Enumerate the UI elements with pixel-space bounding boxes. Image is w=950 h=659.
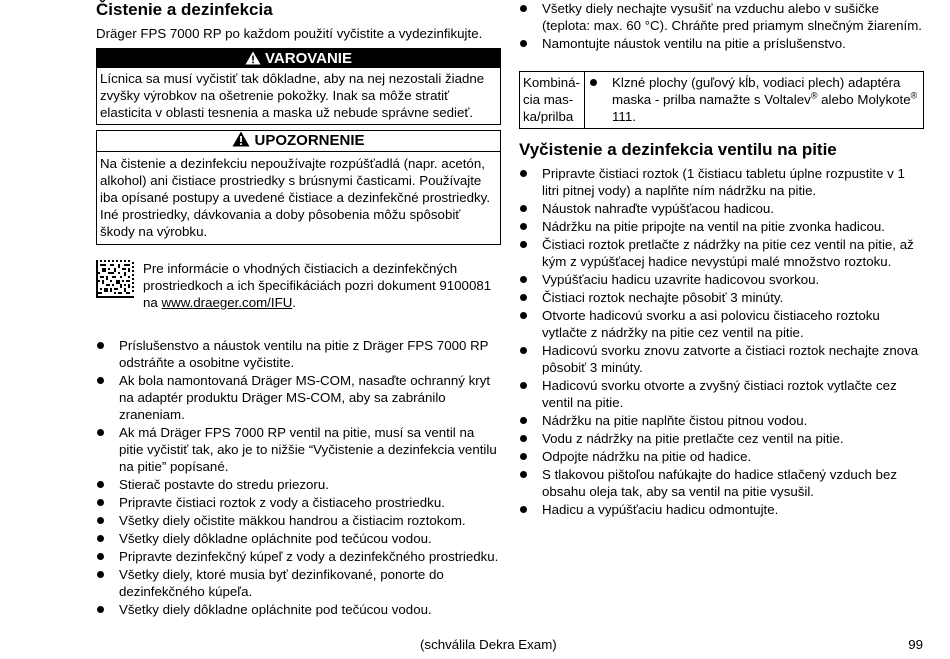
list-item: S tlakovou pištoľou nafúkajte do hadice stlačený vzduch bez obsahu oleja tak, aby sa ventil na pitie vysušil. bbox=[519, 466, 925, 500]
bullet-icon bbox=[520, 435, 527, 442]
bullet-icon bbox=[520, 276, 527, 283]
left-column bbox=[96, 0, 501, 619]
list-item: Hadicu a vypúšťaciu hadicu odmontujte. bbox=[519, 501, 925, 518]
combination-table bbox=[519, 71, 924, 129]
list-item: Všetky diely nechajte vysušiť na vzduchu alebo v sušičke (teplota: max. 60 °C). Chráňte pred priamym slnečným žiarením. bbox=[519, 0, 925, 34]
footer-approval: (schválila Dekra Exam) bbox=[420, 637, 557, 652]
bullet-icon bbox=[97, 606, 104, 613]
list-item: Odpojte nádržku na pitie od hadice. bbox=[519, 448, 925, 465]
warning-header bbox=[97, 49, 500, 68]
list-item: Namontujte náustok ventilu na pitie a príslušenstvo. bbox=[519, 35, 925, 52]
bullet-icon bbox=[97, 571, 104, 578]
section-heading: Čistenie a dezinfekcia bbox=[96, 0, 273, 19]
bullet-icon bbox=[520, 241, 527, 248]
caution-header bbox=[97, 131, 500, 152]
list-item: Príslušenstvo a náustok ventilu na pitie z Dräger FPS 7000 RP odstráňte a osobitne vyčistite. bbox=[96, 337, 501, 371]
info-text: Pre informácie o vhodných čistiacich a dezinfekčných prostriedkoch a ich špecifikáciách pozri dokument 9100081 na www.draeger.com/IFU. bbox=[143, 261, 492, 310]
bullet-icon bbox=[520, 506, 527, 513]
datamatrix-code-icon bbox=[96, 260, 134, 298]
bullet-icon bbox=[97, 342, 104, 349]
bullet-icon bbox=[97, 429, 104, 436]
bullet-icon bbox=[520, 205, 527, 212]
list-item: Stierač postavte do stredu priezoru. bbox=[96, 476, 501, 493]
caution-box bbox=[96, 130, 501, 245]
bullet-icon bbox=[520, 471, 527, 478]
bullet-icon bbox=[520, 312, 527, 319]
bullet-icon bbox=[97, 517, 104, 524]
bullet-icon bbox=[97, 535, 104, 542]
info-note bbox=[96, 260, 501, 311]
bullet-icon bbox=[520, 382, 527, 389]
list-item: Pripravte dezinfekčný kúpeľ z vody a dezinfekčného prostriedku. bbox=[96, 548, 501, 565]
bullet-icon bbox=[97, 481, 104, 488]
drying-steps-list bbox=[519, 0, 925, 52]
list-item: Pripravte čistiaci roztok (1 čistiacu tabletu úplne rozpustite v 1 litri pitnej vody) a naplňte ním nádržku na pitie. bbox=[519, 165, 925, 199]
bullet-icon bbox=[97, 377, 104, 384]
section-heading-drinking-valve: Vyčistenie a dezinfekcia ventilu na pitie bbox=[519, 140, 837, 159]
bullet-icon bbox=[97, 499, 104, 506]
page-number: 99 bbox=[908, 637, 923, 652]
bullet-icon bbox=[520, 170, 527, 177]
intro-text: Dräger FPS 7000 RP po každom použití vyčistite a vydezinfikujte. bbox=[96, 26, 483, 41]
warning-title: VAROVANIE bbox=[265, 50, 352, 67]
list-item: Nádržku na pitie naplňte čistou pitnou vodou. bbox=[519, 412, 925, 429]
bullet-icon bbox=[520, 417, 527, 424]
caution-title: UPOZORNENIE bbox=[254, 132, 365, 149]
warning-triangle-icon bbox=[245, 51, 261, 65]
list-item: Náustok nahraďte vypúšťacou hadicou. bbox=[519, 200, 925, 217]
list-item: Vypúšťaciu hadicu uzavrite hadicovou svorkou. bbox=[519, 271, 925, 288]
list-item: Všetky diely očistite mäkkou handrou a čistiacim roztokom. bbox=[96, 512, 501, 529]
list-item: Všetky diely, ktoré musia byť dezinfikované, ponorte do dezinfekčného kúpeľa. bbox=[96, 566, 501, 600]
bullet-icon bbox=[520, 40, 527, 47]
list-item: Ak má Dräger FPS 7000 RP ventil na pitie, musí sa ventil na pitie vyčistiť tak, ako je to nižšie “Vyčistenie a dezinfekcia ventilu na pitie” popísané. bbox=[96, 424, 501, 475]
combination-label: Kombiná-cia mas-ka/prilba bbox=[520, 72, 585, 129]
list-item: Hadicovú svorku otvorte a zvyšný čistiaci roztok vytlačte cez ventil na pitie. bbox=[519, 377, 925, 411]
warning-box bbox=[96, 48, 501, 125]
bullet-icon bbox=[520, 223, 527, 230]
list-item: Všetky diely dôkladne opláchnite pod tečúcou vodou. bbox=[96, 530, 501, 547]
list-item: Ak bola namontovaná Dräger MS-COM, nasaďte ochranný kryt na adaptér produktu Dräger MS-COM, aby sa zabránilo zraneniam. bbox=[96, 372, 501, 423]
caution-triangle-icon bbox=[232, 131, 250, 147]
bullet-icon bbox=[97, 553, 104, 560]
valve-steps-list bbox=[519, 165, 925, 518]
list-item: Čistiaci roztok pretlačte z nádržky na pitie cez ventil na pitie, až kým z vypúšťacej hadice nevystúpi malé množstvo roztoku. bbox=[519, 236, 925, 270]
page-footer bbox=[0, 636, 950, 654]
combination-cell bbox=[585, 72, 924, 129]
bullet-icon bbox=[520, 453, 527, 460]
list-item: Vodu z nádržky na pitie pretlačte cez ventil na pitie. bbox=[519, 430, 925, 447]
list-item: Všetky diely dôkladne opláchnite pod tečúcou vodou. bbox=[96, 601, 501, 618]
ifu-link[interactable]: www.draeger.com/IFU bbox=[161, 295, 293, 310]
cleaning-steps-list bbox=[96, 337, 501, 618]
combination-text: Klzné plochy (guľový kĺb, vodiaci plech) adaptéra maska - prilba namažte s Voltalev® alebo Molykote® 111. bbox=[588, 74, 920, 125]
bullet-icon bbox=[520, 5, 527, 12]
warning-text: Lícnica sa musí vyčistiť tak dôkladne, aby na nej nezostali žiadne zvyšky výrobkov na ošetrenie pokožky. Inak sa môže stratiť elasticita v oblasti tesnenia a maska už nebude správne sedieť. bbox=[100, 71, 485, 120]
list-item: Nádržku na pitie pripojte na ventil na pitie zvonka hadicou. bbox=[519, 218, 925, 235]
list-item: Otvorte hadicovú svorku a asi polovicu čistiaceho roztoku vytlačte z nádržky na pitie cez ventil na pitie. bbox=[519, 307, 925, 341]
bullet-icon bbox=[520, 347, 527, 354]
right-column bbox=[519, 0, 925, 519]
caution-text: Na čistenie a dezinfekciu nepoužívajte rozpúšťadlá (napr. acetón, alkohol) ani čistiace prostriedky s brúsnymi časticami. Používajte iba opísané postupy a uvedené čistiace a dezinfekčné prostriedky. Iné prostriedky, dávkovania a doby pôsobenia môžu spôsobiť škody na výrobku. bbox=[100, 156, 491, 239]
bullet-icon bbox=[590, 79, 597, 86]
list-item: Hadicovú svorku znovu zatvorte a čistiaci roztok nechajte znova pôsobiť 3 minúty. bbox=[519, 342, 925, 376]
list-item: Pripravte čistiaci roztok z vody a čistiaceho prostriedku. bbox=[96, 494, 501, 511]
list-item: Čistiaci roztok nechajte pôsobiť 3 minúty. bbox=[519, 289, 925, 306]
bullet-icon bbox=[520, 294, 527, 301]
